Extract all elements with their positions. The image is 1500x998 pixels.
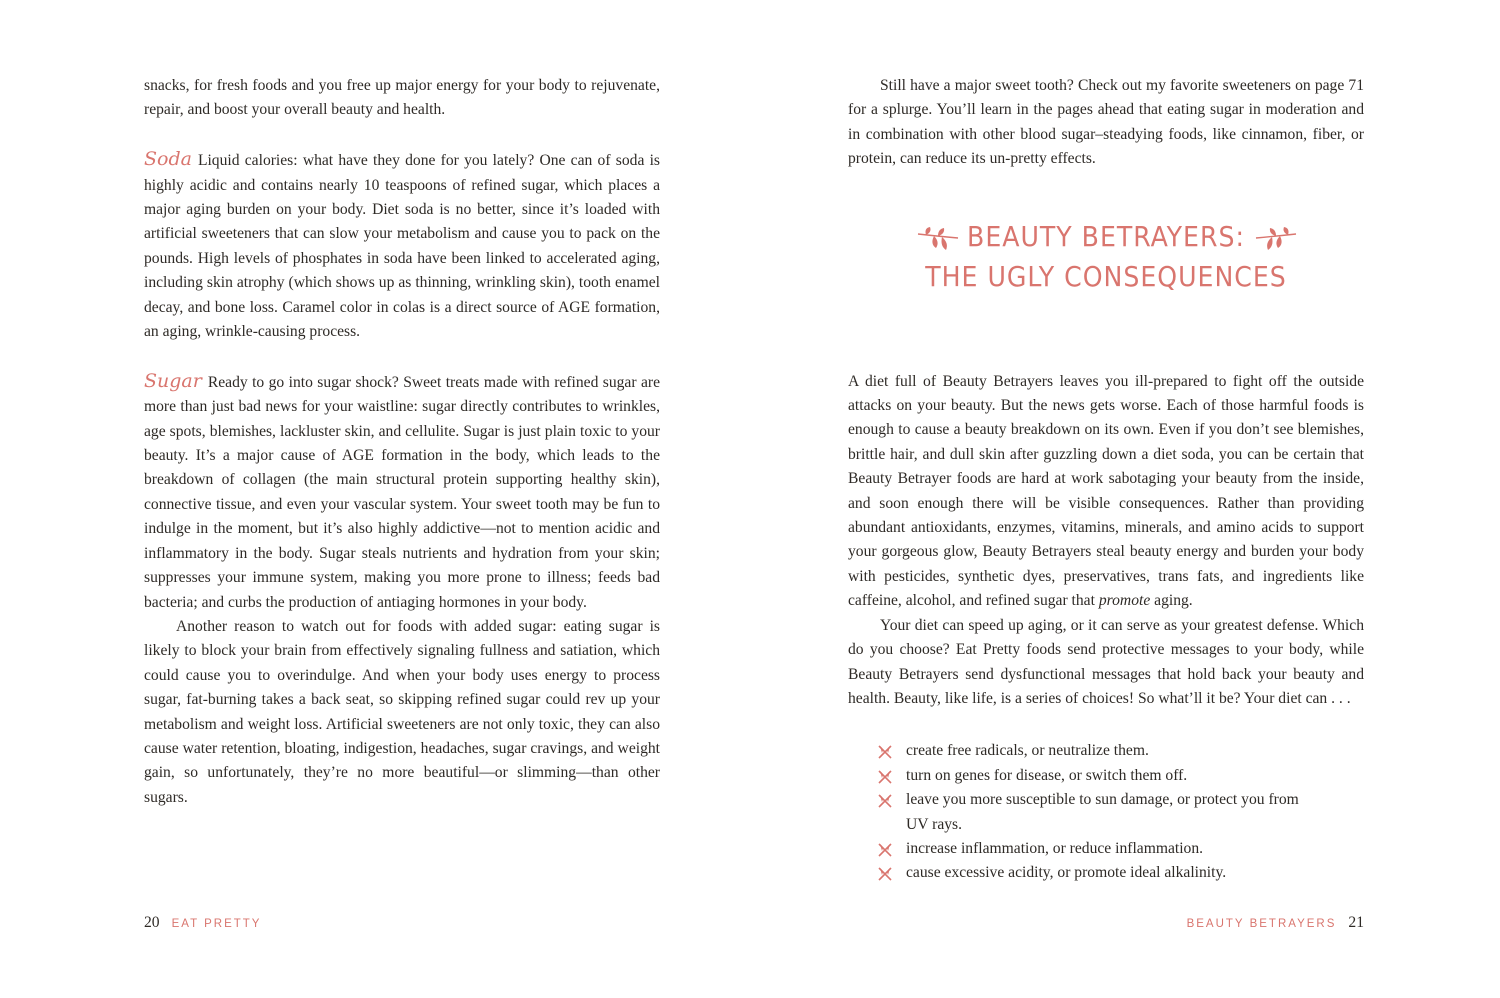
consequences-list (848, 739, 1318, 885)
list-item (878, 861, 1318, 885)
heading-line-2: THE UGLY CONSEQUENCES (925, 259, 1287, 293)
sugar-text: Ready to go into sugar shock? Sweet treats made with refined sugar are more than just bad news for your waistline: sugar directly contributes to wrinkles, age spots, blemishes, lackluster skin, and cellulite. Sugar is just plain toxic to your beauty. It’s a major cause of AGE formation in the body, which leads to the breakdown of collagen (the main structural protein supporting healthy skin), connective tissue, and even your vascular system. Your sweet tooth may be fun to indulge in the moment, but it’s also highly addictive—not to mention acidic and inflammatory in the body. Sugar steals nutrients and hydration from your skin; suppresses your immune system, making you more prone to illness; feeds bad bacteria; and curbs the production of antiaging hormones in your body. (144, 373, 660, 611)
diet-paragraph (848, 370, 1364, 614)
sweet-tooth-paragraph: Still have a major sweet tooth? Check out my favorite sweeteners on page 71 for a splurge. You’ll learn in the pages ahead that eating sugar in moderation and in combination with other blood sugar–steadying foods, like cinnamon, fiber, or protein, can reduce its un-pretty effects. (848, 77, 1364, 168)
list-item-text: cause excessive acidity, or promote ideal alkalinity. (906, 864, 1227, 882)
diet-text: A diet full of Beauty Betrayers leaves you ill-prepared to fight off the outside attacks on your beauty. But the news gets worse. Each of those harmful foods is enough to cause a beauty breakdown on its own. Even if you don’t see blemishes, brittle hair, and dull skin after guzzling down a diet soda, you can be certain that Beauty Betrayer foods are hard at work sabotaging your beauty from the inside, and soon enough there will be visible consequences. Rather than providing abundant antioxidants, enzymes, vitamins, minerals, and amino acids to support your gorgeous glow, Beauty Betrayers steal beauty energy and burden your body with pesticides, synthetic dyes, preservatives, trans fats, and ingredients like caffeine, alcohol, and refined sugar that (848, 372, 1364, 610)
right-running-title: BEAUTY BETRAYERS (1186, 918, 1337, 930)
x-leaf-bullet-icon (878, 867, 892, 881)
list-item (878, 837, 1318, 861)
soda-text: Liquid calories: what have they done for you lately? One can of soda is highly acidic and contains nearly 10 teaspoons of refined sugar, which places a major aging burden on your body. Diet soda is no better, since it’s loaded with artificial sweeteners that can slow your metabolism and cause you to pack on the pounds. High levels of phosphates in soda have been linked to accelerated aging, including skin atrophy (which shows up as thinning, wrinkling skin), tooth enamel decay, and bone loss. Caramel color in colas is a direct source of AGE formation, an aging, wrinkle-causing process. (144, 152, 660, 341)
left-page-number: 20 (144, 914, 160, 931)
choose-paragraph: Your diet can speed up aging, or it can serve as your greatest defense. Which do you choose? Eat Pretty foods send protective messages to your body, while Beauty Betrayers send dysfunctional messages that hold back your beauty and health. Beauty, like life, is a series of choices! So what’ll it be? Your diet can . . . (848, 616, 1364, 707)
x-leaf-bullet-icon (878, 794, 892, 808)
right-page (848, 74, 1364, 886)
right-page-number: 21 (1348, 914, 1364, 931)
added-sugar-paragraph: Another reason to watch out for foods with added sugar: eating sugar is likely to block your brain from effectively signaling fullness and satiation, which could cause you to overindulge. And when your body uses energy to process sugar, fat-burning takes a back seat, so skipping refined sugar could rev up your metabolism and weight loss. Artificial sweeteners are not only toxic, they can also cause water retention, bloating, indigestion, headaches, sugar cravings, and weight gain, so unfortunately, they’re no more beautiful—or slimming—than other sugars. (144, 617, 660, 806)
list-item (878, 788, 1318, 837)
x-leaf-bullet-icon (878, 745, 892, 759)
heading-line-1: BEAUTY BETRAYERS: (967, 219, 1245, 253)
diet-emphasis: promote (1098, 592, 1151, 610)
list-item-text: create free radicals, or neutralize them. (906, 742, 1149, 760)
diet-text-end: aging. (1150, 592, 1193, 610)
section-heading (848, 220, 1364, 306)
sugar-paragraph (144, 369, 660, 615)
soda-runin-label: Soda (144, 148, 192, 171)
list-item-text: increase inflammation, or reduce inflammation. (906, 839, 1204, 857)
left-running-title: EAT PRETTY (171, 918, 262, 930)
right-folio (1187, 914, 1364, 932)
sugar-runin-label: Sugar (144, 369, 202, 392)
list-item (878, 764, 1318, 788)
list-item-text: leave you more susceptible to sun damage, or protect you from UV rays. (906, 791, 1299, 833)
x-leaf-bullet-icon (878, 770, 892, 784)
soda-paragraph (144, 147, 660, 344)
x-leaf-bullet-icon (878, 843, 892, 857)
left-folio (144, 914, 261, 932)
sprig-ornament-icon (1254, 226, 1298, 254)
list-item (878, 739, 1318, 763)
left-paragraph-continued: snacks, for fresh foods and you free up major energy for your body to rejuvenate, repair, and boost your overall beauty and health. (144, 77, 660, 119)
left-page (144, 74, 660, 810)
list-item-text: turn on genes for disease, or switch them off. (906, 766, 1188, 784)
